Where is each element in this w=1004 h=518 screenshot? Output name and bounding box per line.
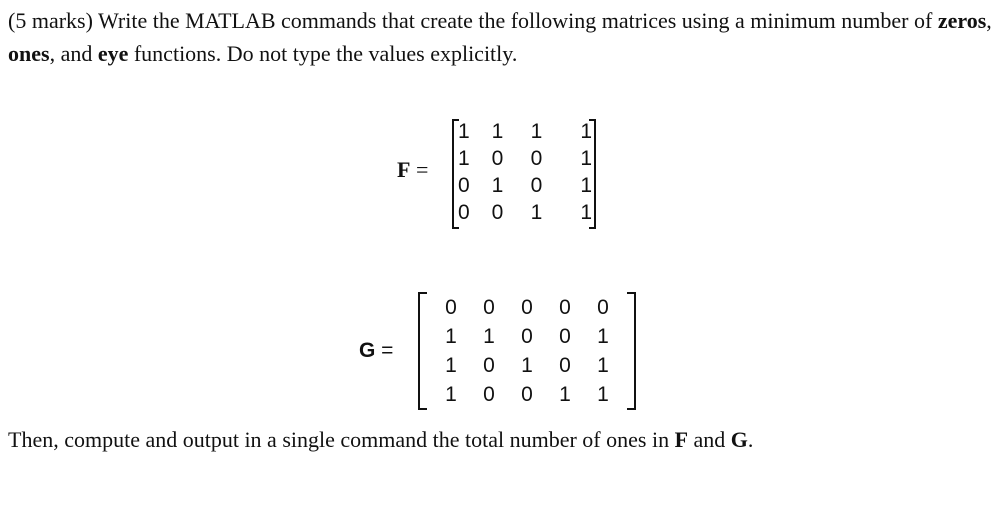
- intro-text-4: functions. Do not type the values explicitly.: [128, 41, 518, 66]
- matrix-f-cell: 0: [458, 201, 470, 224]
- matrix-g-cell: 0: [483, 354, 495, 377]
- intro-zeros: zeros: [937, 8, 987, 33]
- matrix-g-cell: 1: [445, 383, 457, 406]
- outro-g: G: [730, 427, 748, 452]
- matrix-g-cell: 0: [559, 354, 571, 377]
- outro-f: F: [674, 427, 689, 452]
- matrix-f-grid: [456, 118, 594, 226]
- matrix-f-cell: 0: [530, 147, 543, 170]
- matrix-f-cell: 0: [491, 147, 504, 170]
- matrix-g-cell: 1: [597, 383, 609, 406]
- intro-text-3: , and: [49, 41, 98, 66]
- matrix-f-cell: 1: [530, 120, 543, 143]
- matrix-g-name: G: [359, 339, 376, 362]
- matrix-f-cell: 1: [530, 201, 543, 224]
- matrix-g-cell: 0: [521, 325, 533, 348]
- matrix-f-cell: 1: [458, 120, 470, 143]
- matrix-g-equals: =: [375, 339, 394, 362]
- matrix-g-cell: 1: [597, 325, 609, 348]
- matrix-g-cell: 0: [559, 296, 571, 319]
- question-intro: [8, 4, 993, 70]
- matrix-g-cell: 0: [483, 296, 495, 319]
- outro-text-3: .: [747, 427, 754, 452]
- matrix-f-cell: 1: [491, 174, 504, 197]
- matrix-g-label: [359, 339, 393, 363]
- matrix-g-grid: [432, 293, 622, 409]
- matrix-g-left-bracket: [418, 292, 427, 410]
- matrix-g-cell: 0: [445, 296, 457, 319]
- matrix-f-name: F: [397, 157, 411, 182]
- matrix-g-right-bracket: [627, 292, 636, 410]
- matrix-g-cell: 1: [521, 354, 533, 377]
- matrix-g-cell: 0: [521, 383, 533, 406]
- matrix-f-cell: 1: [580, 147, 592, 170]
- matrix-g-cell: 0: [597, 296, 609, 319]
- question-outro: [8, 423, 993, 456]
- matrix-g-cell: 1: [559, 383, 571, 406]
- matrix-g-cell: 1: [483, 325, 495, 348]
- matrix-f-cell: 0: [491, 201, 504, 224]
- intro-text-2: ,: [986, 8, 992, 33]
- matrix-f-cell: 0: [530, 174, 543, 197]
- matrix-f-cell: 1: [580, 120, 592, 143]
- outro-text-2: and: [688, 427, 731, 452]
- matrix-f-cell: 1: [580, 174, 592, 197]
- matrix-g-cell: 1: [445, 354, 457, 377]
- matrix-g-cell: 1: [445, 325, 457, 348]
- matrix-g-cell: 0: [521, 296, 533, 319]
- matrix-g-cell: 0: [559, 325, 571, 348]
- matrix-f-cell: 1: [491, 120, 504, 143]
- matrix-g-cell: 1: [597, 354, 609, 377]
- intro-eye: eye: [97, 41, 129, 66]
- matrix-f-equals: =: [410, 157, 429, 182]
- outro-text-1: Then, compute and output in a single command the total number of ones in: [8, 427, 675, 452]
- intro-text-1: (5 marks) Write the MATLAB commands that create the following matrices using a minimum number of: [8, 8, 938, 33]
- matrix-f-cell: 0: [458, 174, 470, 197]
- intro-ones: ones: [8, 41, 50, 66]
- matrix-f-label: [397, 157, 428, 183]
- matrix-f-cell: 1: [458, 147, 470, 170]
- matrix-f-cell: 1: [580, 201, 592, 224]
- matrix-g-cell: 0: [483, 383, 495, 406]
